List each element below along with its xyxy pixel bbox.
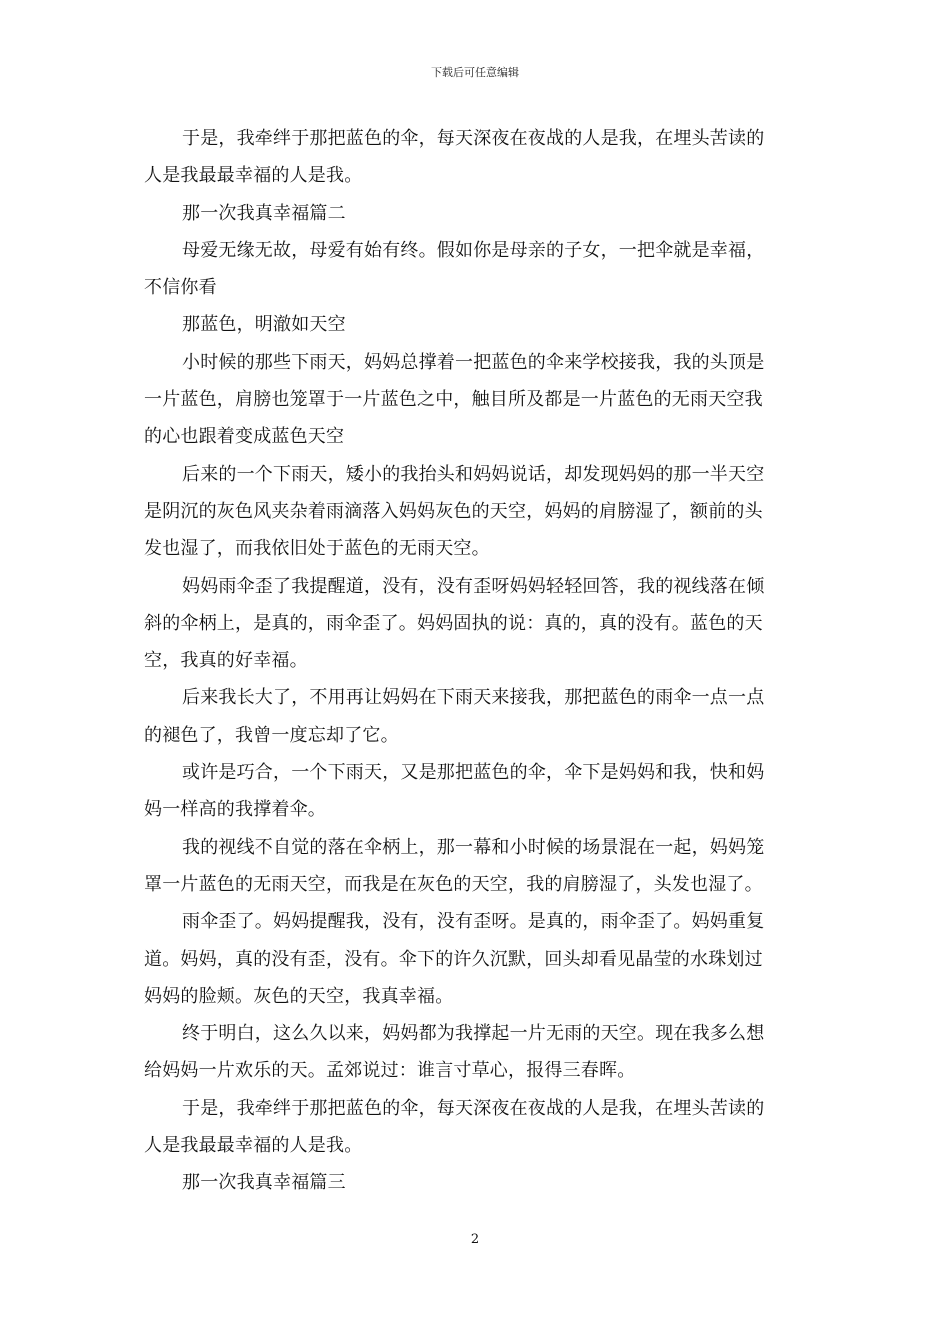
paragraph: 妈妈雨伞歪了我提醒道，没有，没有歪呀妈妈轻轻回答，我的视线落在倾 斜的伞柄上，是真的，雨伞歪了。妈妈固执的说：真的，真的没有。蓝色的天 空，我真的好幸福。 — [144, 575, 765, 672]
paragraph: 那蓝色，明澈如天空 — [182, 314, 346, 336]
page-number: 2 — [470, 1232, 480, 1247]
paragraph: 雨伞歪了。妈妈提醒我，没有，没有歪呀。是真的，雨伞歪了。妈妈重复 道。妈妈，真的没有歪，没有。伞下的许久沉默，回头却看见晶莹的水珠划过 妈妈的脸颊。灰色的天空，我真幸福。 — [144, 911, 765, 1007]
section-heading: 那一次我真幸福篇三 — [182, 1172, 346, 1194]
section-heading: 那一次我真幸福篇二 — [182, 202, 346, 224]
document-body — [144, 120, 806, 1202]
paragraph: 母爱无缘无故，母爱有始有终。假如你是母亲的子女，一把伞就是幸福， 不信你看 — [144, 239, 765, 299]
paragraph: 于是，我牵绊于那把蓝色的伞，每天深夜在夜战的人是我，在埋头苦读的 人是我最最幸福的人是我。 — [144, 128, 765, 187]
paragraph: 终于明白，这么久以来，妈妈都为我撑起一片无雨的天空。现在我多么想 给妈妈一片欢乐的天。孟郊说过：谁言寸草心，报得三春晖。 — [144, 1023, 765, 1082]
paragraph: 我的视线不自觉的落在伞柄上，那一幕和小时候的场景混在一起，妈妈笼 罩一片蓝色的无雨天空，而我是在灰色的天空，我的肩膀湿了，头发也湿了。 — [144, 836, 765, 895]
paragraph: 小时候的那些下雨天，妈妈总撑着一把蓝色的伞来学校接我，我的头顶是 一片蓝色，肩膀也笼罩于一片蓝色之中，触目所及都是一片蓝色的无雨天空我 的心也跟着变成蓝色天空 — [144, 351, 765, 448]
paragraph: 或许是巧合，一个下雨天，又是那把蓝色的伞，伞下是妈妈和我，快和妈 妈一样高的我撑着伞。 — [144, 762, 765, 821]
paragraph: 于是，我牵绊于那把蓝色的伞，每天深夜在夜战的人是我，在埋头苦读的 人是我最最幸福的人是我。 — [144, 1097, 765, 1157]
paragraph: 后来我长大了，不用再让妈妈在下雨天来接我，那把蓝色的雨伞一点一点 的褪色了，我曾一度忘却了它。 — [144, 687, 765, 746]
paragraph: 后来的一个下雨天，矮小的我抬头和妈妈说话，却发现妈妈的那一半天空 是阴沉的灰色风夹杂着雨滴落入妈妈灰色的天空，妈妈的肩膀湿了，额前的头 发也湿了，而我依旧处于蓝色的无雨天空。 — [144, 463, 765, 560]
page-header: 下载后可任意编辑 — [431, 66, 519, 79]
